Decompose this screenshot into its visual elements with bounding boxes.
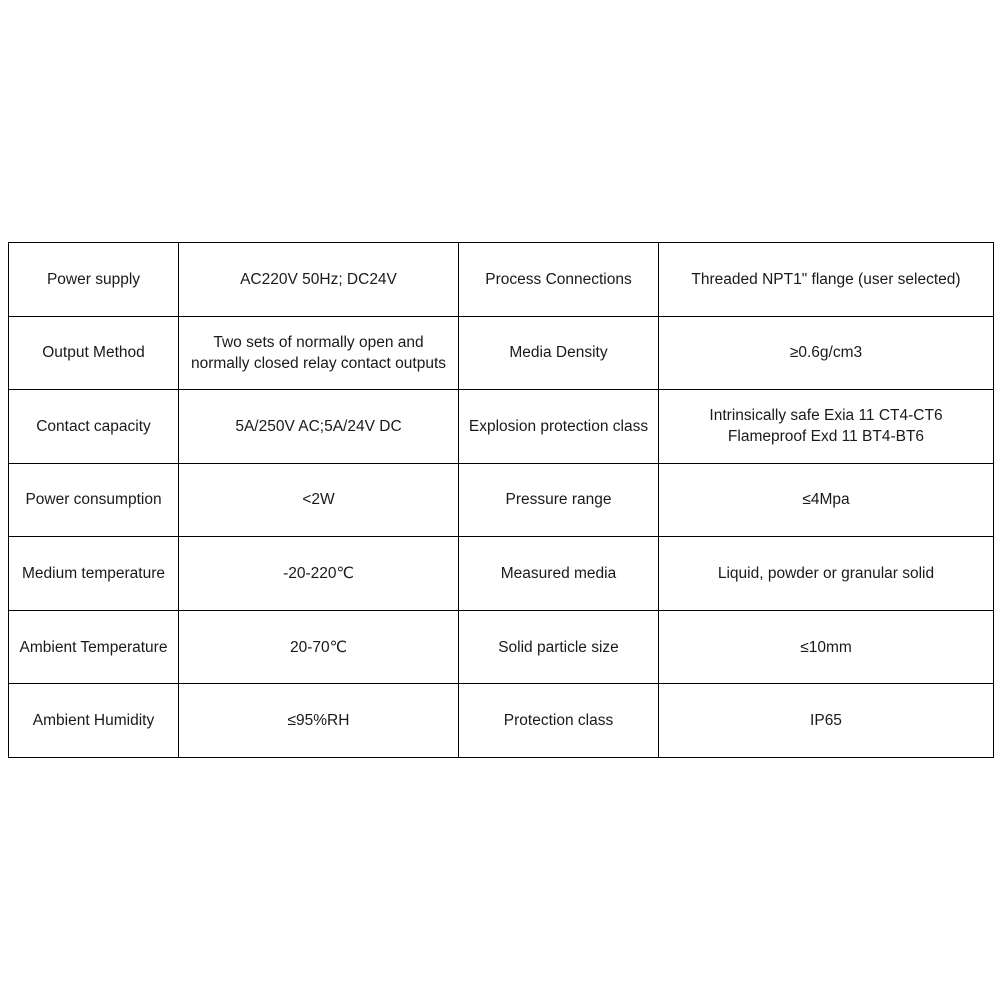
spec-label: Ambient Humidity xyxy=(9,684,179,758)
table-row xyxy=(9,243,994,317)
spec-label: Power supply xyxy=(9,243,179,317)
spec-label: Contact capacity xyxy=(9,390,179,464)
spec-label: Solid particle size xyxy=(459,610,659,684)
table-row xyxy=(9,463,994,537)
spec-value: <2W xyxy=(179,463,459,537)
table-row xyxy=(9,316,994,390)
table-row xyxy=(9,537,994,611)
spec-value: Threaded NPT1" flange (user selected) xyxy=(659,243,994,317)
spec-value: ≥0.6g/cm3 xyxy=(659,316,994,390)
spec-value: -20-220℃ xyxy=(179,537,459,611)
spec-value: Intrinsically safe Exia 11 CT4-CT6 Flameproof Exd 11 BT4-BT6 xyxy=(659,390,994,464)
spec-label: Media Density xyxy=(459,316,659,390)
spec-label: Explosion protection class xyxy=(459,390,659,464)
spec-value: Two sets of normally open and normally closed relay contact outputs xyxy=(179,316,459,390)
spec-label: Medium temperature xyxy=(9,537,179,611)
spec-label: Protection class xyxy=(459,684,659,758)
spec-value: 20-70℃ xyxy=(179,610,459,684)
spec-label: Pressure range xyxy=(459,463,659,537)
spec-value: ≤95%RH xyxy=(179,684,459,758)
spec-label: Measured media xyxy=(459,537,659,611)
table-row xyxy=(9,390,994,464)
table-row xyxy=(9,610,994,684)
spec-label: Process Connections xyxy=(459,243,659,317)
table-row xyxy=(9,684,994,758)
spec-value: AC220V 50Hz; DC24V xyxy=(179,243,459,317)
spec-value: 5A/250V AC;5A/24V DC xyxy=(179,390,459,464)
spec-value: IP65 xyxy=(659,684,994,758)
spec-table xyxy=(8,242,994,758)
spec-value: ≤4Mpa xyxy=(659,463,994,537)
spec-label: Power consumption xyxy=(9,463,179,537)
spec-label: Output Method xyxy=(9,316,179,390)
spec-label: Ambient Temperature xyxy=(9,610,179,684)
spec-value: ≤10mm xyxy=(659,610,994,684)
spec-value: Liquid, powder or granular solid xyxy=(659,537,994,611)
